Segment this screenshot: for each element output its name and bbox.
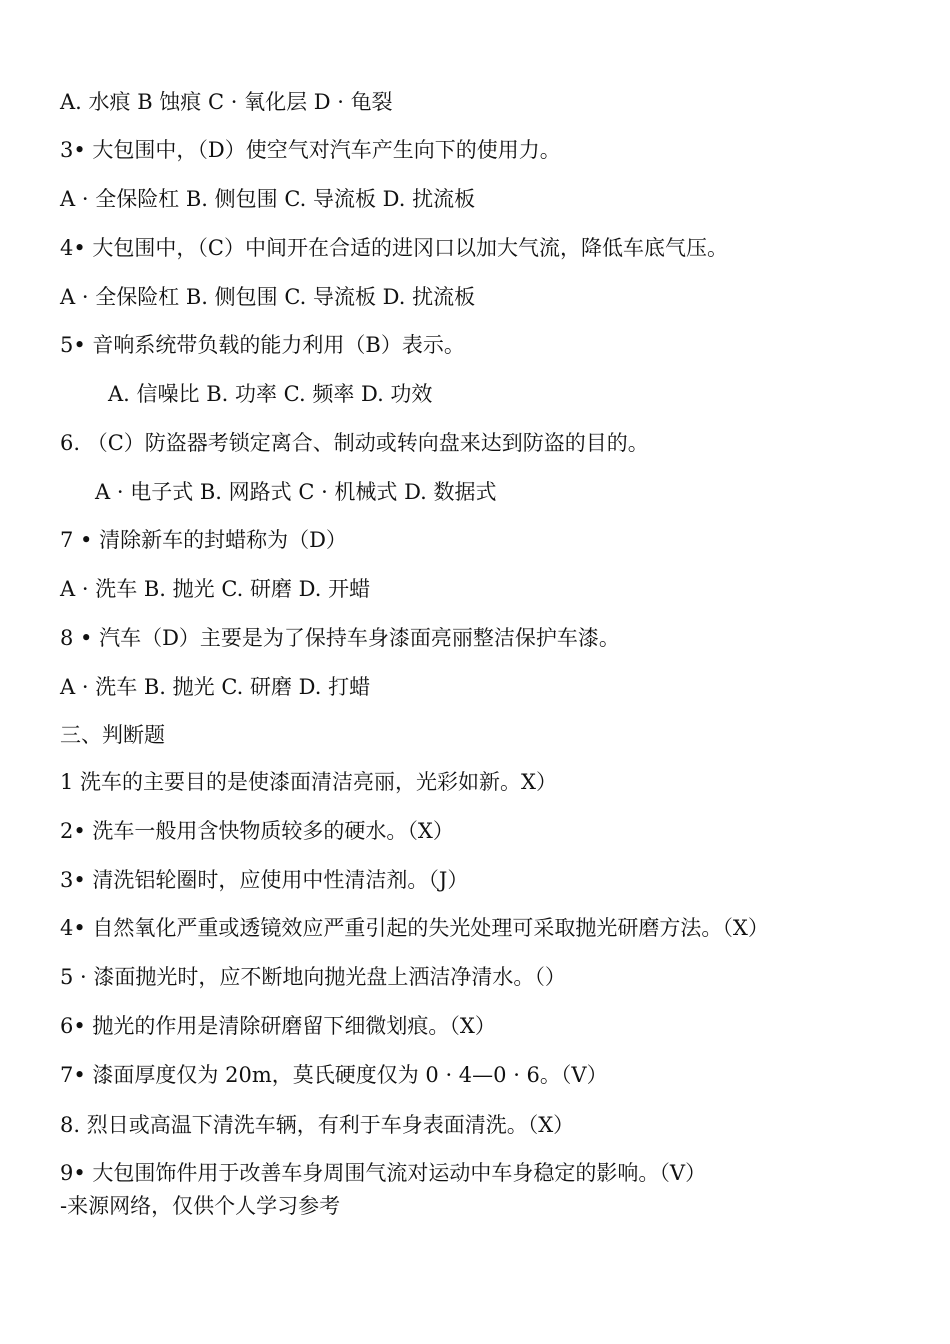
option-line-q8: A · 洗车 B. 抛光 C. 研磨 D. 打蜡 (60, 675, 371, 699)
question-5: 5• 音响系统带负载的能力利用（B）表示。 (60, 333, 465, 357)
option-line-q3: A · 全保险杠 B. 侧包围 C. 导流板 D. 扰流板 (60, 187, 476, 211)
tf-item-1: 1 洗车的主要目的是使漆面清洁亮丽，光彩如新。X） (60, 770, 557, 794)
tf-item-6: 6• 抛光的作用是清除研磨留下细微划痕。（X） (60, 1014, 496, 1038)
tf-item-4: 4• 自然氧化严重或透镜效应严重引起的失光处理可采取抛光研磨方法。（X） (60, 916, 769, 940)
option-line-q2: A. 水痕 B 蚀痕 C · 氧化层 D · 龟裂 (60, 90, 393, 114)
option-line-q4: A · 全保险杠 B. 侧包围 C. 导流板 D. 扰流板 (60, 285, 476, 309)
question-3: 3• 大包围中，（D）使空气对汽车产生向下的使用力。 (60, 138, 561, 162)
option-line-q6: A · 电子式 B. 网路式 C · 机械式 D. 数据式 (95, 480, 497, 504)
question-4: 4• 大包围中，（C）中间开在合适的进冈口以加大气流，降低车底气压。 (60, 236, 728, 260)
source-note: -来源网络，仅供个人学习参考 (60, 1194, 341, 1218)
tf-item-3: 3• 清洗铝轮圈时，应使用中性清洁剂。（J） (60, 868, 469, 892)
question-7: 7 • 清除新车的封蜡称为（D） (60, 528, 347, 552)
tf-item-2: 2• 洗车一般用含快物质较多的硬水。（X） (60, 819, 454, 843)
tf-item-9: 9• 大包围饰件用于改善车身周围气流对运动中车身稳定的影响。（V） (60, 1161, 707, 1185)
question-8: 8 • 汽车（D）主要是为了保持车身漆面亮丽整洁保护车漆。 (60, 626, 620, 650)
option-line-q5: A. 信噪比 B. 功率 C. 频率 D. 功效 (108, 382, 433, 406)
tf-item-5: 5 · 漆面抛光时，应不断地向抛光盘上洒洁净清水。（） (60, 965, 566, 989)
tf-item-7: 7• 漆面厚度仅为 20m，莫氏硬度仅为 0 · 4—0 · 6。（V） (60, 1063, 608, 1087)
question-6: 6. （C）防盗器考锁定离合、制动或转向盘来达到防盗的目的。 (60, 431, 649, 455)
section-heading-true-false: 三、判断题 (60, 723, 165, 747)
option-line-q7: A · 洗车 B. 抛光 C. 研磨 D. 开蜡 (60, 577, 371, 601)
tf-item-8: 8. 烈日或高温下清洗车辆，有利于车身表面清洗。（X） (60, 1113, 575, 1137)
